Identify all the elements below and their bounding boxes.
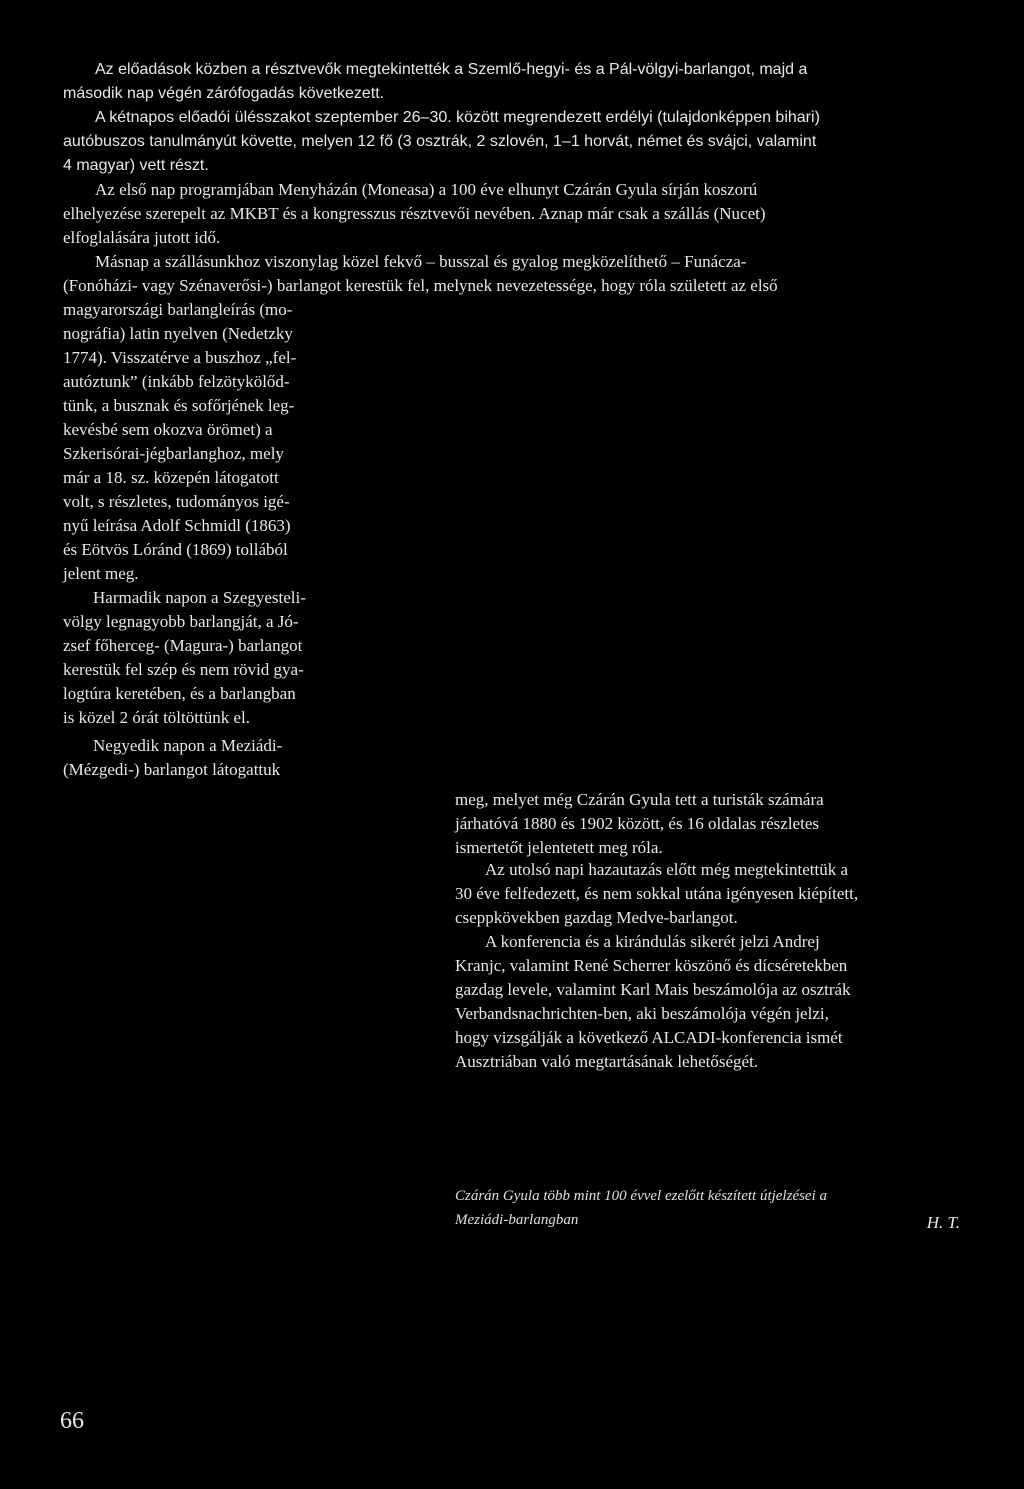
right-col-line: cseppkövekben gazdag Medve-barlangot. (455, 908, 738, 927)
left-col-line: nográfia) latin nyelven (Nedetzky (63, 324, 293, 343)
left-col-line: Szkerisórai-jégbarlanghoz, mely (63, 444, 284, 463)
text-line: autóbuszos tanulmányút követte, melyen 12 fő (3 osztrák, 2 szlovén, 1–1 horvát, német és svájci, valamint (63, 133, 817, 150)
text-line: Az első nap programjában Menyházán (Moneasa) a 100 éve elhunyt Czárán Gyula sírján koszorú (95, 180, 758, 199)
right-col-line: ismertetőt jelentetett meg róla. (455, 838, 663, 857)
left-col-line: volt, s részletes, tudományos igé- (63, 492, 290, 511)
right-col-line: Az utolsó napi hazautazás előtt még megtekintettük a (485, 860, 849, 879)
text-line: 4 magyar) vett részt. (63, 157, 209, 174)
text-line: (Fonóházi- vagy Szénaverősi-) barlangot kerestük fel, melynek nevezetessége, hogy róla született az első (63, 276, 778, 295)
left-col-line: (Mézgedi-) barlangot látogattuk (63, 760, 281, 779)
right-col-line: Verbandsnachrichten-ben, aki beszámolója végén jelzi, (455, 1004, 829, 1023)
left-col-line: autóztunk” (inkább felzötykölőd- (63, 372, 290, 391)
left-col-line: jelent meg. (63, 564, 139, 583)
right-col-line: meg, melyet még Czárán Gyula tett a turisták számára (455, 790, 824, 809)
author-signature: H. T. (926, 1213, 960, 1232)
left-col-line: Negyedik napon a Meziádi- (93, 736, 283, 755)
left-col-line: kevésbé sem okozva örömet) a (63, 420, 273, 439)
left-col-line: zsef főherceg- (Magura-) barlangot (63, 636, 303, 655)
text-line: A kétnapos előadói ülésszakot szeptember 26–30. között megrendezett erdélyi (tulajdonképpen bihari) (95, 109, 820, 126)
right-col-line: hogy vizsgálják a következő ALCADI-konferencia ismét (455, 1028, 843, 1047)
text-line: Az előadások közben a résztvevők megtekintették a Szemlő-hegyi- és a Pál-völgyi-barlangot, majd a (95, 61, 808, 78)
left-col-line: völgy legnagyobb barlangját, a Jó- (63, 612, 299, 631)
left-col-line: magyarországi barlangleírás (mo- (63, 300, 293, 319)
right-col-line: járhatóvá 1880 és 1902 között, és 16 oldalas részletes (455, 814, 819, 833)
image-caption: Czárán Gyula több mint 100 évvel ezelőtt készített útjelzései a (455, 1188, 828, 1204)
page-number: 66 (60, 1408, 84, 1434)
left-col-line: Harmadik napon a Szegyesteli- (93, 588, 306, 607)
image-caption: Meziádi-barlangban (455, 1212, 579, 1228)
right-col-line: Kranjc, valamint René Scherrer köszönő és dícséretekben (455, 956, 848, 975)
left-col-line: is közel 2 órát töltöttünk el. (63, 708, 250, 727)
left-col-line: 1774). Visszatérve a buszhoz „fel- (63, 348, 297, 367)
left-col-line: tünk, a busznak és sofőrjének leg- (63, 396, 295, 415)
text-line: Másnap a szállásunkhoz viszonylag közel fekvő – busszal és gyalog megközelíthető – Funácza- (95, 252, 747, 271)
text-line: második nap végén zárófogadás következett. (63, 85, 385, 102)
right-col-line: Ausztriában való megtartásának lehetőségét. (455, 1052, 759, 1071)
right-col-line: 30 éve felfedezett, és nem sokkal utána igényesen kiépített, (455, 884, 859, 903)
right-col-line: A konferencia és a kirándulás sikerét jelzi Andrej (485, 932, 820, 951)
left-col-line: logtúra keretében, és a barlangban (63, 684, 296, 703)
text-line: elhelyezése szerepelt az MKBT és a kongresszus résztvevői nevében. Aznap már csak a szállás (Nucet) (63, 204, 766, 223)
text-line: elfoglalására jutott idő. (63, 228, 221, 247)
left-col-line: már a 18. sz. közepén látogatott (63, 468, 279, 487)
left-col-line: nyű leírása Adolf Schmidl (1863) (63, 516, 291, 535)
left-col-line: kerestük fel szép és nem rövid gya- (63, 660, 304, 679)
right-col-line: gazdag levele, valamint Karl Mais beszámolója az osztrák (455, 980, 851, 999)
left-col-line: és Eötvös Lóránd (1869) tollából (63, 540, 288, 559)
